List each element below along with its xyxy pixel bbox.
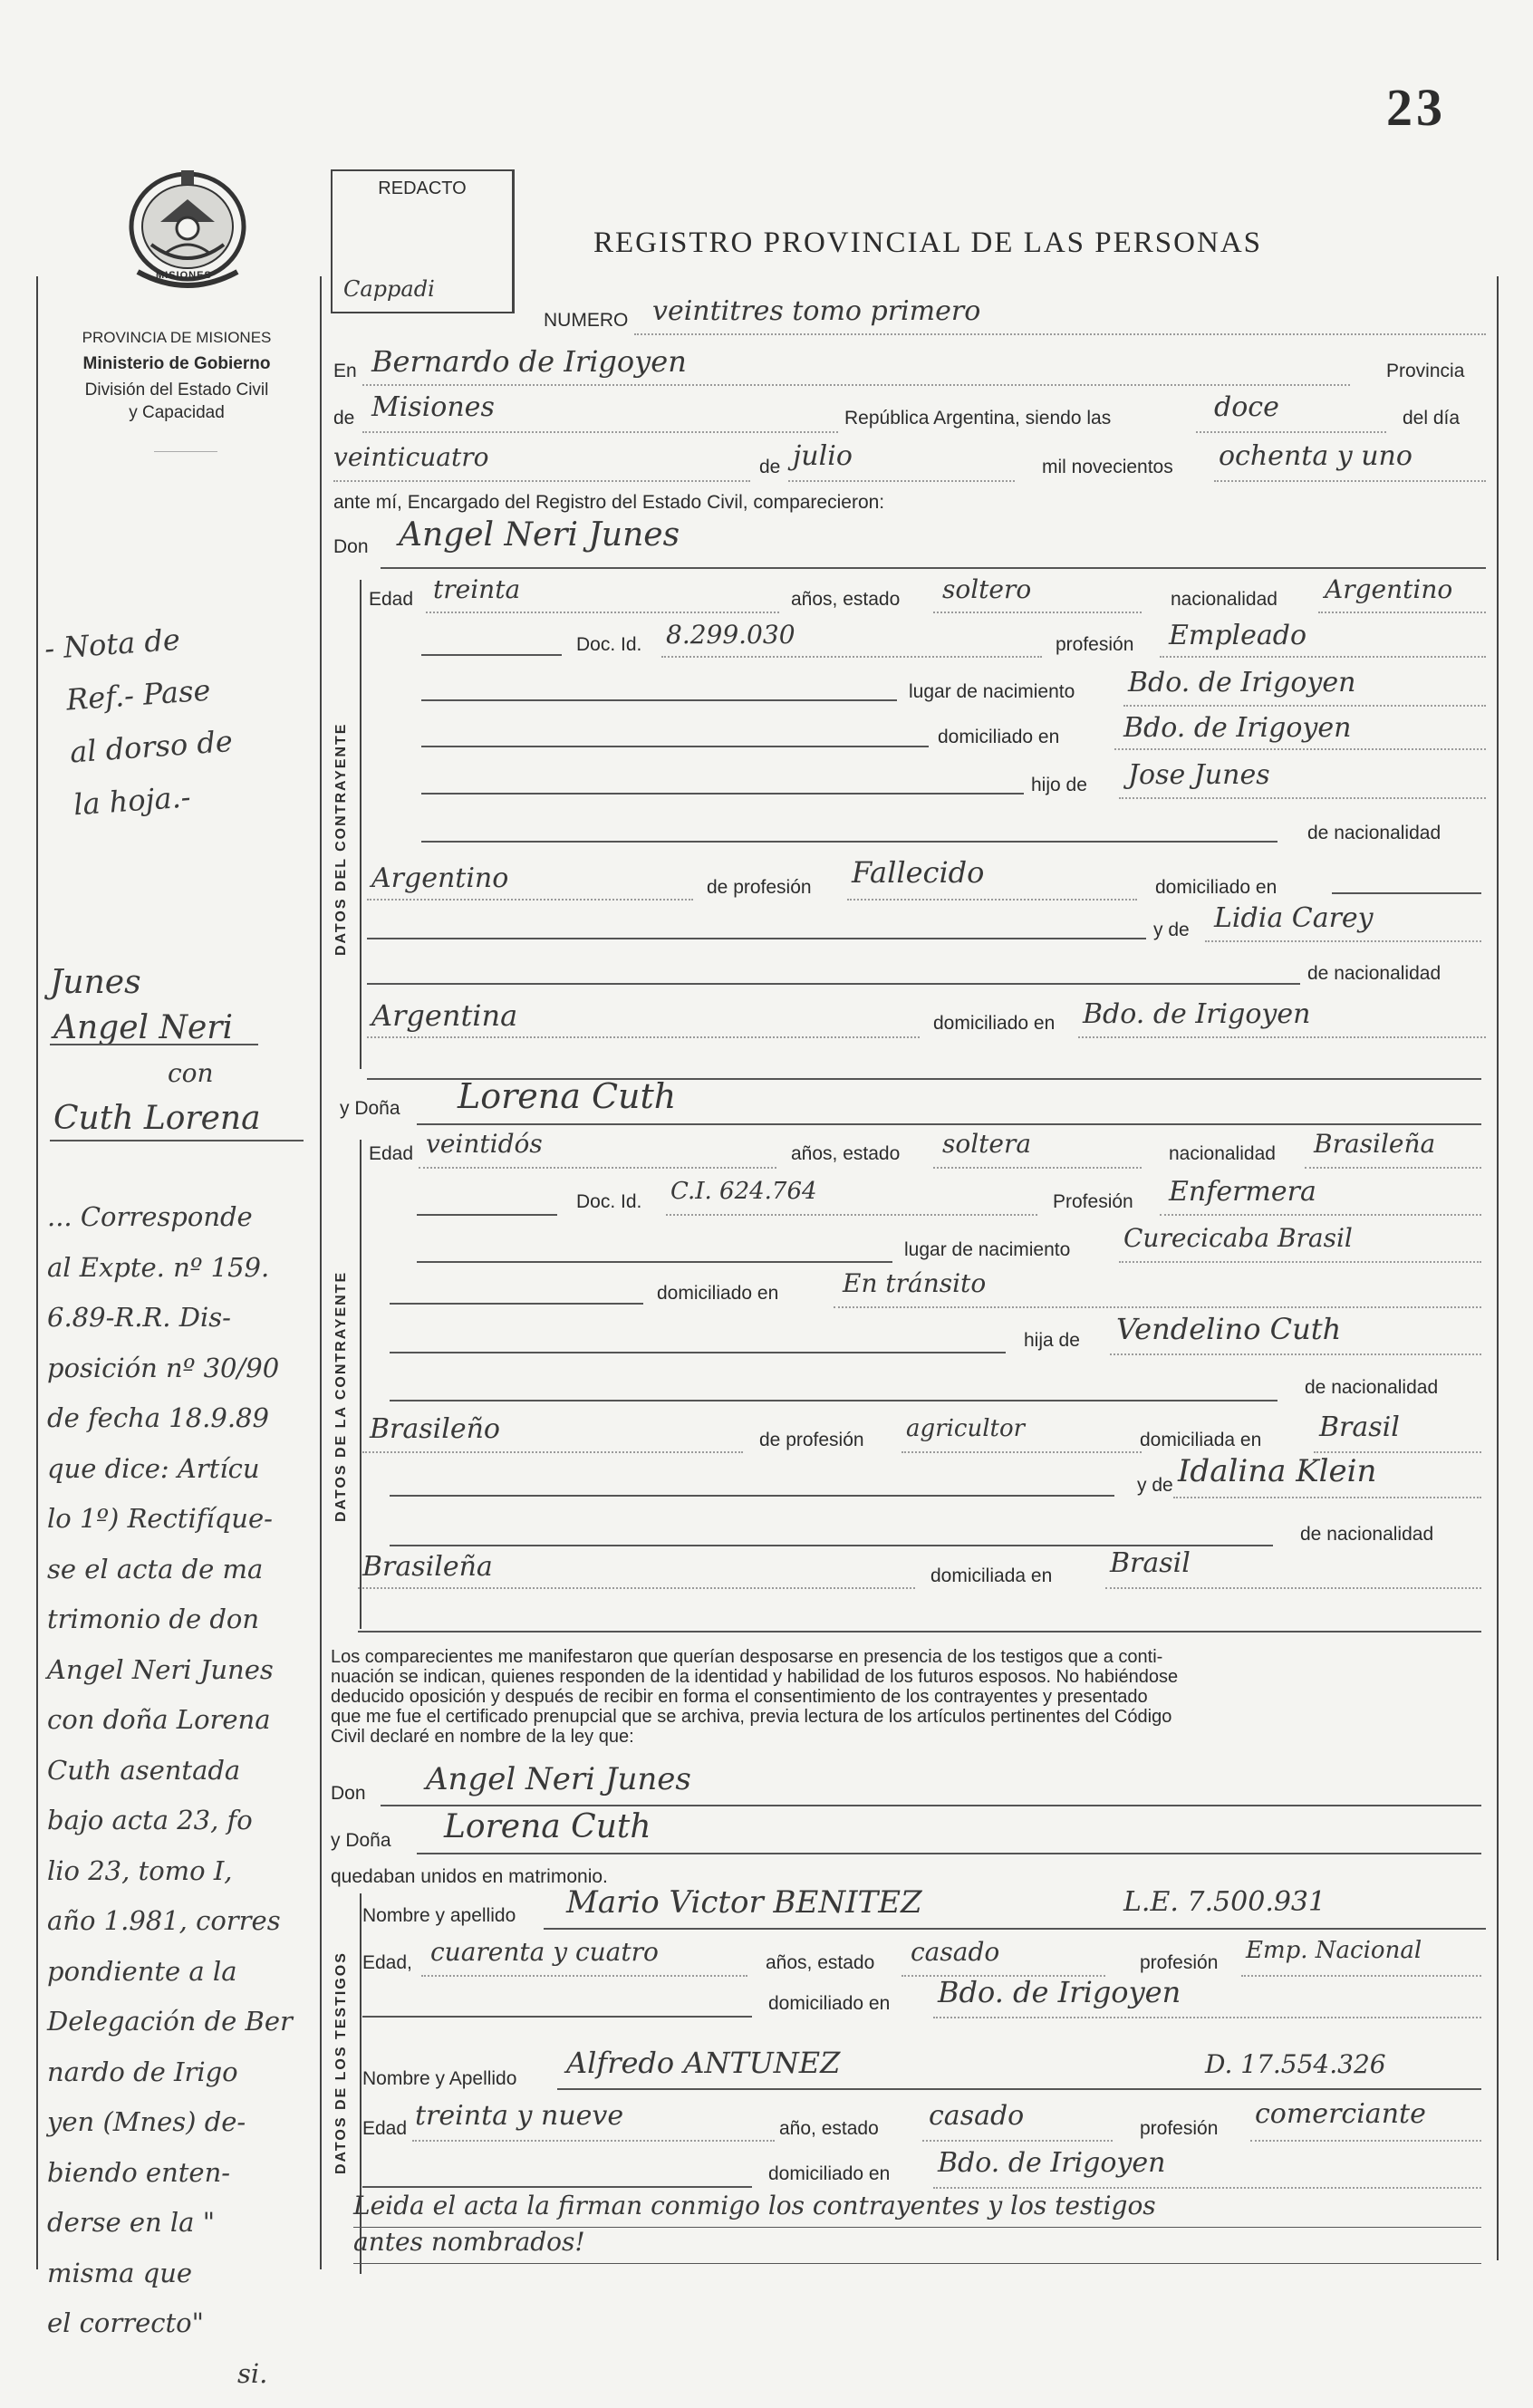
rule — [847, 899, 1137, 901]
rule — [933, 2017, 1481, 2018]
ano-estado-label: año, estado — [779, 2118, 879, 2139]
rule — [381, 1805, 1481, 1806]
testigo-1-estado: casado — [911, 1937, 1000, 1967]
rule — [788, 480, 1015, 482]
de-nacionalidad-label: de nacionalidad — [1307, 963, 1441, 984]
nombre-apellido-label: Nombre y Apellido — [362, 2068, 517, 2089]
edad-label: Edad — [369, 1143, 414, 1164]
testigo-2-profesion: comerciante — [1255, 2098, 1426, 2130]
rule — [421, 654, 562, 656]
rule — [1110, 1353, 1481, 1355]
margin-note-referencia — [43, 610, 238, 832]
rule — [362, 2016, 752, 2018]
rule — [834, 1306, 1481, 1308]
rule — [358, 1631, 1481, 1633]
domiciliado-label: domiciliado en — [657, 1283, 779, 1304]
rule — [661, 656, 1042, 658]
domiciliado-label: domiciliado en — [1155, 877, 1278, 898]
margin-line: lio 23, tomo I, — [47, 1854, 233, 1886]
form-right-rule — [1497, 276, 1499, 2260]
rule — [544, 1928, 1486, 1930]
rule — [1119, 797, 1486, 799]
rule — [1250, 2140, 1481, 2142]
rule — [1214, 480, 1486, 482]
contrayente-estado: soltero — [942, 574, 1032, 604]
margin-line: Angel Neri — [53, 1009, 234, 1046]
rule — [1173, 1497, 1481, 1498]
numero-label: NUMERO — [544, 310, 629, 331]
margin-line: Delegación de Ber — [47, 2006, 293, 2037]
seal-label: MISIONES — [156, 270, 212, 281]
margin-line: se el acta de ma — [47, 1553, 264, 1584]
padre-contrayente: Jose Junes — [1128, 759, 1270, 791]
redacto-signature: Cappadi — [343, 276, 435, 302]
margin-line: al dorso de — [68, 724, 234, 770]
margin-note-rectificacion — [47, 1192, 293, 2399]
contrayenta-estado: soltera — [942, 1129, 1032, 1159]
province-label: PROVINCIA DE MISIONES — [82, 329, 272, 346]
margin-line: bajo acta 23, fo — [47, 1805, 253, 1835]
paragraph-line: Civil declaré en nombre de la ley que: — [331, 1727, 634, 1747]
testigo-2-documento: D. 17.554.326 — [1205, 2049, 1386, 2079]
domiciliada-label: domiciliada en — [930, 1565, 1053, 1586]
rule — [367, 1036, 920, 1038]
testigo-1-domicilio: Bdo. de Irigoyen — [938, 1975, 1181, 2009]
side-label-contrayente: DATOS DEL CONTRAYENTE — [333, 722, 349, 956]
domiciliada-label: domiciliada en — [1140, 1430, 1262, 1450]
form-left-rule — [320, 276, 322, 2269]
en-label: En — [333, 361, 357, 381]
testigo-2-edad: treinta y nueve — [415, 2100, 624, 2132]
rule — [362, 384, 1350, 386]
rule — [362, 431, 838, 433]
anos-estado-label: años, estado — [791, 1143, 901, 1164]
testigo-2-domicilio: Bdo. de Irigoyen — [938, 2147, 1166, 2179]
rule — [901, 1451, 1142, 1453]
margin-line: yen (Mnes) de- — [47, 2106, 246, 2137]
lugar-value: Bernardo de Irigoyen — [371, 344, 687, 379]
quedaban-text: quedaban unidos en matrimonio. — [331, 1866, 608, 1887]
domiciliado-label: domiciliado en — [768, 1993, 891, 2014]
rule — [426, 612, 779, 613]
rule — [367, 938, 1146, 939]
cierre-linea-2: antes nombrados! — [353, 2227, 585, 2257]
anos-estado-label: años, estado — [791, 589, 901, 610]
rule — [362, 2186, 752, 2188]
divider — [154, 451, 217, 452]
rule — [1119, 1261, 1481, 1263]
margin-line: 6.89-R.R. Dis- — [47, 1302, 231, 1333]
margin-line: Angel Neri Junes — [47, 1653, 274, 1685]
margin-line: Ref.- Pase — [64, 672, 212, 718]
contrayente-lugar-nacimiento: Bdo. de Irigoyen — [1128, 667, 1356, 698]
testigo-2-estado: casado — [929, 2100, 1025, 2132]
madre-contrayenta-nacionalidad: Brasileña — [362, 1551, 493, 1583]
margin-line: posición nº 30/90 — [47, 1352, 280, 1383]
de-nacionalidad-label: de nacionalidad — [1300, 1524, 1434, 1545]
rule — [421, 699, 897, 701]
margin-line: - Nota de — [43, 621, 181, 667]
domiciliado-label: domiciliado en — [938, 727, 1060, 747]
nombre-apellido-label: Nombre y apellido — [362, 1905, 516, 1926]
paragraph-line: deducido oposición y después de recibir en forma el consentimiento de los contrayentes y presentado — [331, 1687, 1148, 1707]
rule — [417, 1214, 557, 1216]
mil-label: mil novecientos — [1042, 457, 1173, 477]
rule — [1332, 892, 1481, 894]
rule — [367, 983, 1300, 985]
page-title: REGISTRO PROVINCIAL DE LAS PERSONAS — [593, 226, 1263, 259]
margin-line: el correcto" — [47, 2307, 204, 2338]
contrayenta-edad: veintidós — [426, 1129, 543, 1159]
contrayenta-lugar-nacimiento: Curecicaba Brasil — [1123, 1223, 1353, 1253]
de-profesion-label: de profesión — [707, 877, 812, 898]
doc-label: Doc. Id. — [576, 1191, 642, 1212]
ministry-label: Ministerio de Gobierno — [82, 354, 271, 373]
side-label-contrayenta: DATOS DE LA CONTRAYENTE — [333, 1270, 349, 1522]
margin-line: que dice: Artícu — [47, 1452, 260, 1484]
padre-contrayenta-domicilio: Brasil — [1319, 1411, 1400, 1443]
testigo-1-documento: L.E. 7.500.931 — [1123, 1886, 1326, 1918]
rule — [390, 1495, 1114, 1497]
nacionalidad-label: nacionalidad — [1169, 1143, 1276, 1164]
margin-line: ... Corresponde — [47, 1201, 253, 1232]
section-rule — [360, 580, 362, 1069]
paragraph-line: que me fue el certificado prenupcial que se archiva, previa lectura de los artículos pertinentes del Código — [331, 1707, 1172, 1727]
rule — [1205, 940, 1481, 942]
rule — [634, 333, 1486, 335]
profesion-label: profesión — [1056, 634, 1134, 655]
madre-contrayenta: Idalina Klein — [1178, 1453, 1377, 1489]
rule — [557, 2088, 1481, 2090]
rule — [412, 2140, 775, 2142]
rule — [333, 480, 750, 482]
rule — [922, 2140, 1113, 2142]
hija-de-label: hija de — [1024, 1330, 1080, 1351]
rule — [417, 1853, 1481, 1854]
domiciliado-label: domiciliado en — [768, 2163, 891, 2184]
redacto-label: REDACTO — [378, 178, 467, 198]
rule — [353, 2263, 1481, 2264]
margin-line: Cuth Lorena — [53, 1100, 261, 1137]
ante-mi-text: ante mí, Encargado del Registro del Estado Civil, comparecieron: — [333, 492, 885, 513]
rule — [1241, 1975, 1481, 1977]
testigo-1-edad: cuarenta y cuatro — [430, 1937, 659, 1967]
rule — [421, 1975, 747, 1977]
dia-value: veinticuatro — [333, 442, 489, 472]
rule — [1160, 1214, 1481, 1216]
rule — [367, 899, 693, 901]
division-label: División del Estado Civil — [84, 380, 269, 400]
rule — [421, 841, 1278, 843]
y-de-label: y de — [1153, 920, 1190, 940]
margin-line: año 1.981, corres — [47, 1905, 281, 1936]
don-label: Don — [331, 1783, 366, 1804]
de-nacionalidad-label: de nacionalidad — [1305, 1377, 1439, 1398]
left-margin-rule — [36, 276, 38, 2269]
margin-line: con — [168, 1058, 214, 1088]
mes-value: julio — [793, 440, 853, 472]
rule — [1123, 705, 1486, 707]
rule — [1318, 612, 1486, 613]
contrayente-nombre: Angel Neri Junes — [399, 516, 680, 554]
numero-value: veintitres tomo primero — [652, 295, 981, 327]
y-dona-label: y Doña — [340, 1098, 400, 1119]
edad-label: Edad — [362, 2118, 408, 2139]
provincia-value: Misiones — [371, 391, 495, 423]
rule — [933, 612, 1142, 613]
contrayenta-doc: C.I. 624.764 — [670, 1178, 817, 1205]
testigo-2-nombre: Alfredo ANTUNEZ — [566, 2046, 841, 2080]
domiciliado-label: domiciliado en — [933, 1013, 1056, 1034]
margin-line: derse en la " — [47, 2207, 216, 2238]
rule — [417, 1123, 1481, 1125]
y-dona-label: y Doña — [331, 1830, 391, 1851]
margin-line: lo 1º) Rectifíque- — [47, 1503, 273, 1534]
contrayenta-domicilio: En tránsito — [843, 1268, 987, 1298]
anio-value: ochenta y uno — [1219, 440, 1412, 472]
rule — [50, 1044, 258, 1045]
rule — [358, 1587, 915, 1589]
de-mes-label: de — [759, 457, 781, 477]
profesion-label: Profesión — [1053, 1191, 1133, 1212]
contrayenta-profesion: Enfermera — [1169, 1176, 1316, 1208]
margin-names — [50, 960, 261, 1141]
de-profesion-label: de profesión — [759, 1430, 864, 1450]
margin-line: Junes — [50, 964, 141, 1001]
rule — [390, 1352, 1006, 1353]
rule — [1160, 656, 1486, 658]
y-de-label: y de — [1137, 1475, 1173, 1496]
contrayente-edad: treinta — [433, 574, 521, 604]
cierre-linea-1: Leida el acta la firman conmigo los contrayentes y los testigos — [353, 2191, 1156, 2220]
edad-label: Edad, — [362, 1952, 412, 1973]
rule — [381, 567, 1486, 569]
rule — [421, 746, 929, 747]
margin-line: misma que — [47, 2257, 193, 2288]
padre-contrayenta-profesion: agricultor — [906, 1415, 1026, 1442]
side-label-testigos: DATOS DE LOS TESTIGOS — [333, 1951, 349, 2174]
declaracion-dona: Lorena Cuth — [444, 1808, 651, 1845]
rule — [1114, 748, 1486, 750]
rule — [390, 1400, 1278, 1401]
madre-contrayenta-domicilio: Brasil — [1110, 1547, 1191, 1579]
hijo-de-label: hijo de — [1031, 775, 1087, 795]
rule — [421, 793, 1024, 795]
margin-line: pondiente a la — [47, 1955, 237, 1987]
redacto-box — [331, 169, 515, 313]
padre-contrayenta: Vendelino Cuth — [1116, 1312, 1342, 1346]
don-label: Don — [333, 536, 369, 557]
del-dia-label: del día — [1403, 408, 1461, 429]
republica-label: República Argentina, siendo las — [844, 408, 1112, 429]
rule — [50, 1140, 304, 1141]
margin-line: con doña Lorena — [47, 1704, 271, 1735]
margin-line: de fecha 18.9.89 — [47, 1402, 269, 1433]
testigo-1-profesion: Emp. Nacional — [1246, 1937, 1422, 1964]
declaration-paragraph — [331, 1647, 1486, 1747]
edad-label: Edad — [369, 589, 414, 610]
de-label: de — [333, 408, 355, 429]
contrayente-domicilio: Bdo. de Irigoyen — [1123, 712, 1352, 744]
rule — [390, 1303, 643, 1305]
margin-line: biendo enten- — [47, 2156, 231, 2188]
madre-contrayente-nacionalidad: Argentina — [371, 998, 518, 1033]
rule — [362, 1451, 743, 1453]
madre-contrayente-domicilio: Bdo. de Irigoyen — [1083, 998, 1311, 1030]
provincia-label: Provincia — [1386, 361, 1465, 381]
rule — [1078, 1036, 1486, 1038]
rule — [419, 1167, 776, 1169]
contrayente-doc: 8.299.030 — [666, 620, 795, 650]
margin-line: la hoja.- — [72, 779, 192, 823]
profesion-label: profesión — [1140, 1952, 1219, 1973]
margin-line: Cuth asentada — [47, 1754, 241, 1786]
hora-value: doce — [1214, 391, 1279, 423]
doc-label: Doc. Id. — [576, 634, 642, 655]
page-number: 23 — [1386, 78, 1446, 137]
rule — [933, 2187, 1481, 2189]
rule — [417, 1261, 892, 1263]
margin-line: si. — [237, 2357, 268, 2389]
rule — [1196, 431, 1386, 433]
profesion-label: profesión — [1140, 2118, 1219, 2139]
margin-line: al Expte. nº 159. — [47, 1251, 270, 1283]
rule — [1305, 1167, 1481, 1169]
rule — [933, 1167, 1142, 1169]
contrayente-nacionalidad: Argentino — [1325, 574, 1453, 604]
paragraph-line: Los comparecientes me manifestaron que querían desposarse en presencia de los testigos que a conti- — [331, 1647, 1163, 1667]
padre-contrayente-nacionalidad: Argentino — [371, 862, 509, 894]
padre-contrayente-profesion: Fallecido — [852, 855, 985, 890]
padre-contrayenta-nacionalidad: Brasileño — [370, 1413, 500, 1445]
rule — [1105, 1587, 1481, 1589]
testigo-1-nombre: Mario Victor BENITEZ — [566, 1884, 922, 1921]
contrayenta-nombre: Lorena Cuth — [458, 1076, 677, 1116]
lugar-nacimiento-label: lugar de nacimiento — [909, 681, 1075, 702]
contrayente-profesion: Empleado — [1169, 620, 1307, 651]
coat-of-arms-seal — [120, 163, 256, 299]
paragraph-line: nuación se indican, quienes responden de la identidad y habilidad de los futuros esposos. No habiéndose — [331, 1667, 1179, 1687]
declaracion-don: Angel Neri Junes — [426, 1761, 691, 1797]
division-label-2: y Capacidad — [129, 403, 225, 422]
margin-line: trimonio de don — [47, 1604, 260, 1634]
rule — [666, 1214, 1037, 1216]
rule — [390, 1545, 1273, 1546]
contrayenta-nacionalidad: Brasileña — [1314, 1129, 1436, 1159]
lugar-nacimiento-label: lugar de nacimiento — [904, 1239, 1071, 1260]
de-nacionalidad-label: de nacionalidad — [1307, 823, 1441, 843]
section-rule — [360, 1140, 362, 1629]
margin-line: nardo de Irigo — [47, 2056, 238, 2087]
anos-estado-label: años, estado — [766, 1952, 875, 1973]
nacionalidad-label: nacionalidad — [1171, 589, 1278, 610]
madre-contrayente: Lidia Carey — [1214, 902, 1374, 934]
